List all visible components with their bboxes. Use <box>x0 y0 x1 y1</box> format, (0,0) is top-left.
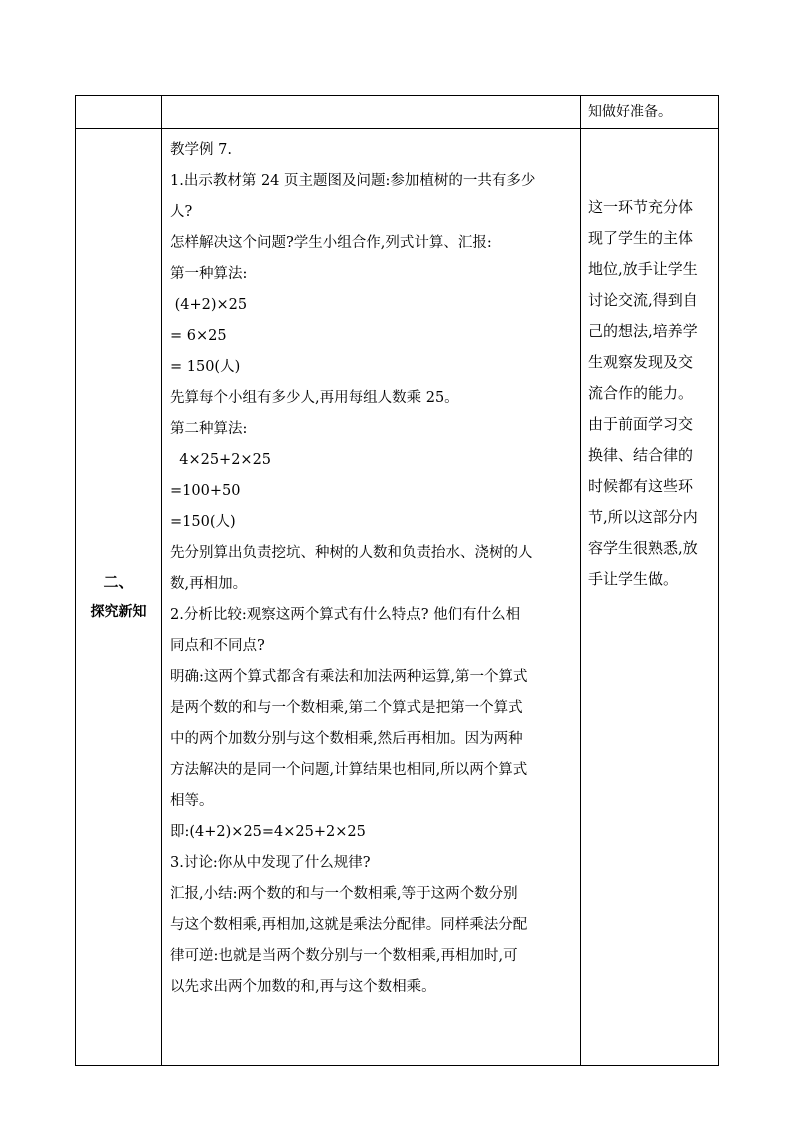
content-line: = 150(人) <box>170 359 241 375</box>
design-note-line: 这一环节充分体 <box>588 198 694 216</box>
empty-section-cell <box>76 96 162 129</box>
content-line: 同点和不同点? <box>170 638 265 654</box>
design-note-line: 己的想法,培养学 <box>588 322 698 340</box>
note-cell-top <box>581 96 719 129</box>
content-line: 是两个数的和与一个数相乘,第二个算式是把第一个算式 <box>170 700 523 716</box>
content-line: 中的两个加数分别与这个数相乘,然后再相加。因为两种 <box>170 731 523 747</box>
content-line: 怎样解决这个问题?学生小组合作,列式计算、汇报: <box>170 235 492 251</box>
design-note-line: 手让学生做。 <box>588 570 679 588</box>
content-line: 第二种算法: <box>170 421 248 437</box>
content-line: 2.分析比较:观察这两个算式有什么特点? 他们有什么相 <box>170 607 521 623</box>
table-row <box>76 129 719 1066</box>
content-line: 即:(4+2)×25=4×25+2×25 <box>170 824 366 840</box>
design-note-line: 由于前面学习交 <box>588 415 694 433</box>
content-line: 1.出示教材第 24 页主题图及问题:参加植树的一共有多少 <box>170 173 536 189</box>
content-line: =100+50 <box>170 483 241 499</box>
design-note-line: 流合作的能力。 <box>588 384 694 402</box>
content-line: 人? <box>170 204 193 220</box>
design-note-line: 容学生很熟悉,放 <box>588 539 698 557</box>
content-line: 第一种算法: <box>170 266 248 282</box>
design-note-line: 地位,放手让学生 <box>588 260 698 278</box>
content-line: 与这个数相乘,再相加,这就是乘法分配律。同样乘法分配 <box>170 917 528 933</box>
design-note-line: 讨论交流,得到自 <box>588 291 698 309</box>
design-note-line: 换律、结合律的 <box>588 446 694 464</box>
section-title: 探究新知 <box>90 604 147 620</box>
content-line: 汇报,小结:两个数的和与一个数相乘,等于这两个数分别 <box>170 886 518 902</box>
lesson-plan-table <box>75 95 719 1066</box>
content-line: 4×25+2×25 <box>170 452 272 468</box>
design-note-cell <box>581 129 719 1066</box>
content-line: 相等。 <box>170 793 214 809</box>
content-line: 数,再相加。 <box>170 576 248 592</box>
section-cell <box>76 129 162 1066</box>
design-note-lines <box>588 192 714 595</box>
content-cell <box>162 129 581 1066</box>
content-line: 以先求出两个加数的和,再与这个数相乘。 <box>170 979 436 995</box>
design-note-line: 时候都有这些环 <box>588 477 694 495</box>
top-note-text: 知做好准备。 <box>588 104 672 120</box>
section-number: 二、 <box>103 573 134 591</box>
content-line: 先分别算出负责挖坑、种树的人数和负责抬水、浇树的人 <box>170 545 533 561</box>
content-line: 先算每个小组有多少人,再用每组人数乘 25。 <box>170 390 459 406</box>
content-line: =150(人) <box>170 514 236 530</box>
design-note-line: 生观察发现及交 <box>588 353 694 371</box>
content-line: 教学例 7. <box>170 142 232 158</box>
content-line: (4+2)×25 <box>170 297 248 313</box>
content-line: 3.讨论:你从中发现了什么规律? <box>170 855 371 871</box>
content-lines <box>170 135 574 1003</box>
design-note-line: 现了学生的主体 <box>588 229 694 247</box>
content-line: = 6×25 <box>170 328 227 344</box>
table-row <box>76 96 719 129</box>
empty-content-cell <box>162 96 581 129</box>
content-line: 明确:这两个算式都含有乘法和加法两种运算,第一个算式 <box>170 669 528 685</box>
design-note-line: 节,所以这部分内 <box>588 508 698 526</box>
content-line: 方法解决的是同一个问题,计算结果也相同,所以两个算式 <box>170 762 528 778</box>
content-line: 律可逆:也就是当两个数分别与一个数相乘,再相加时,可 <box>170 948 518 964</box>
